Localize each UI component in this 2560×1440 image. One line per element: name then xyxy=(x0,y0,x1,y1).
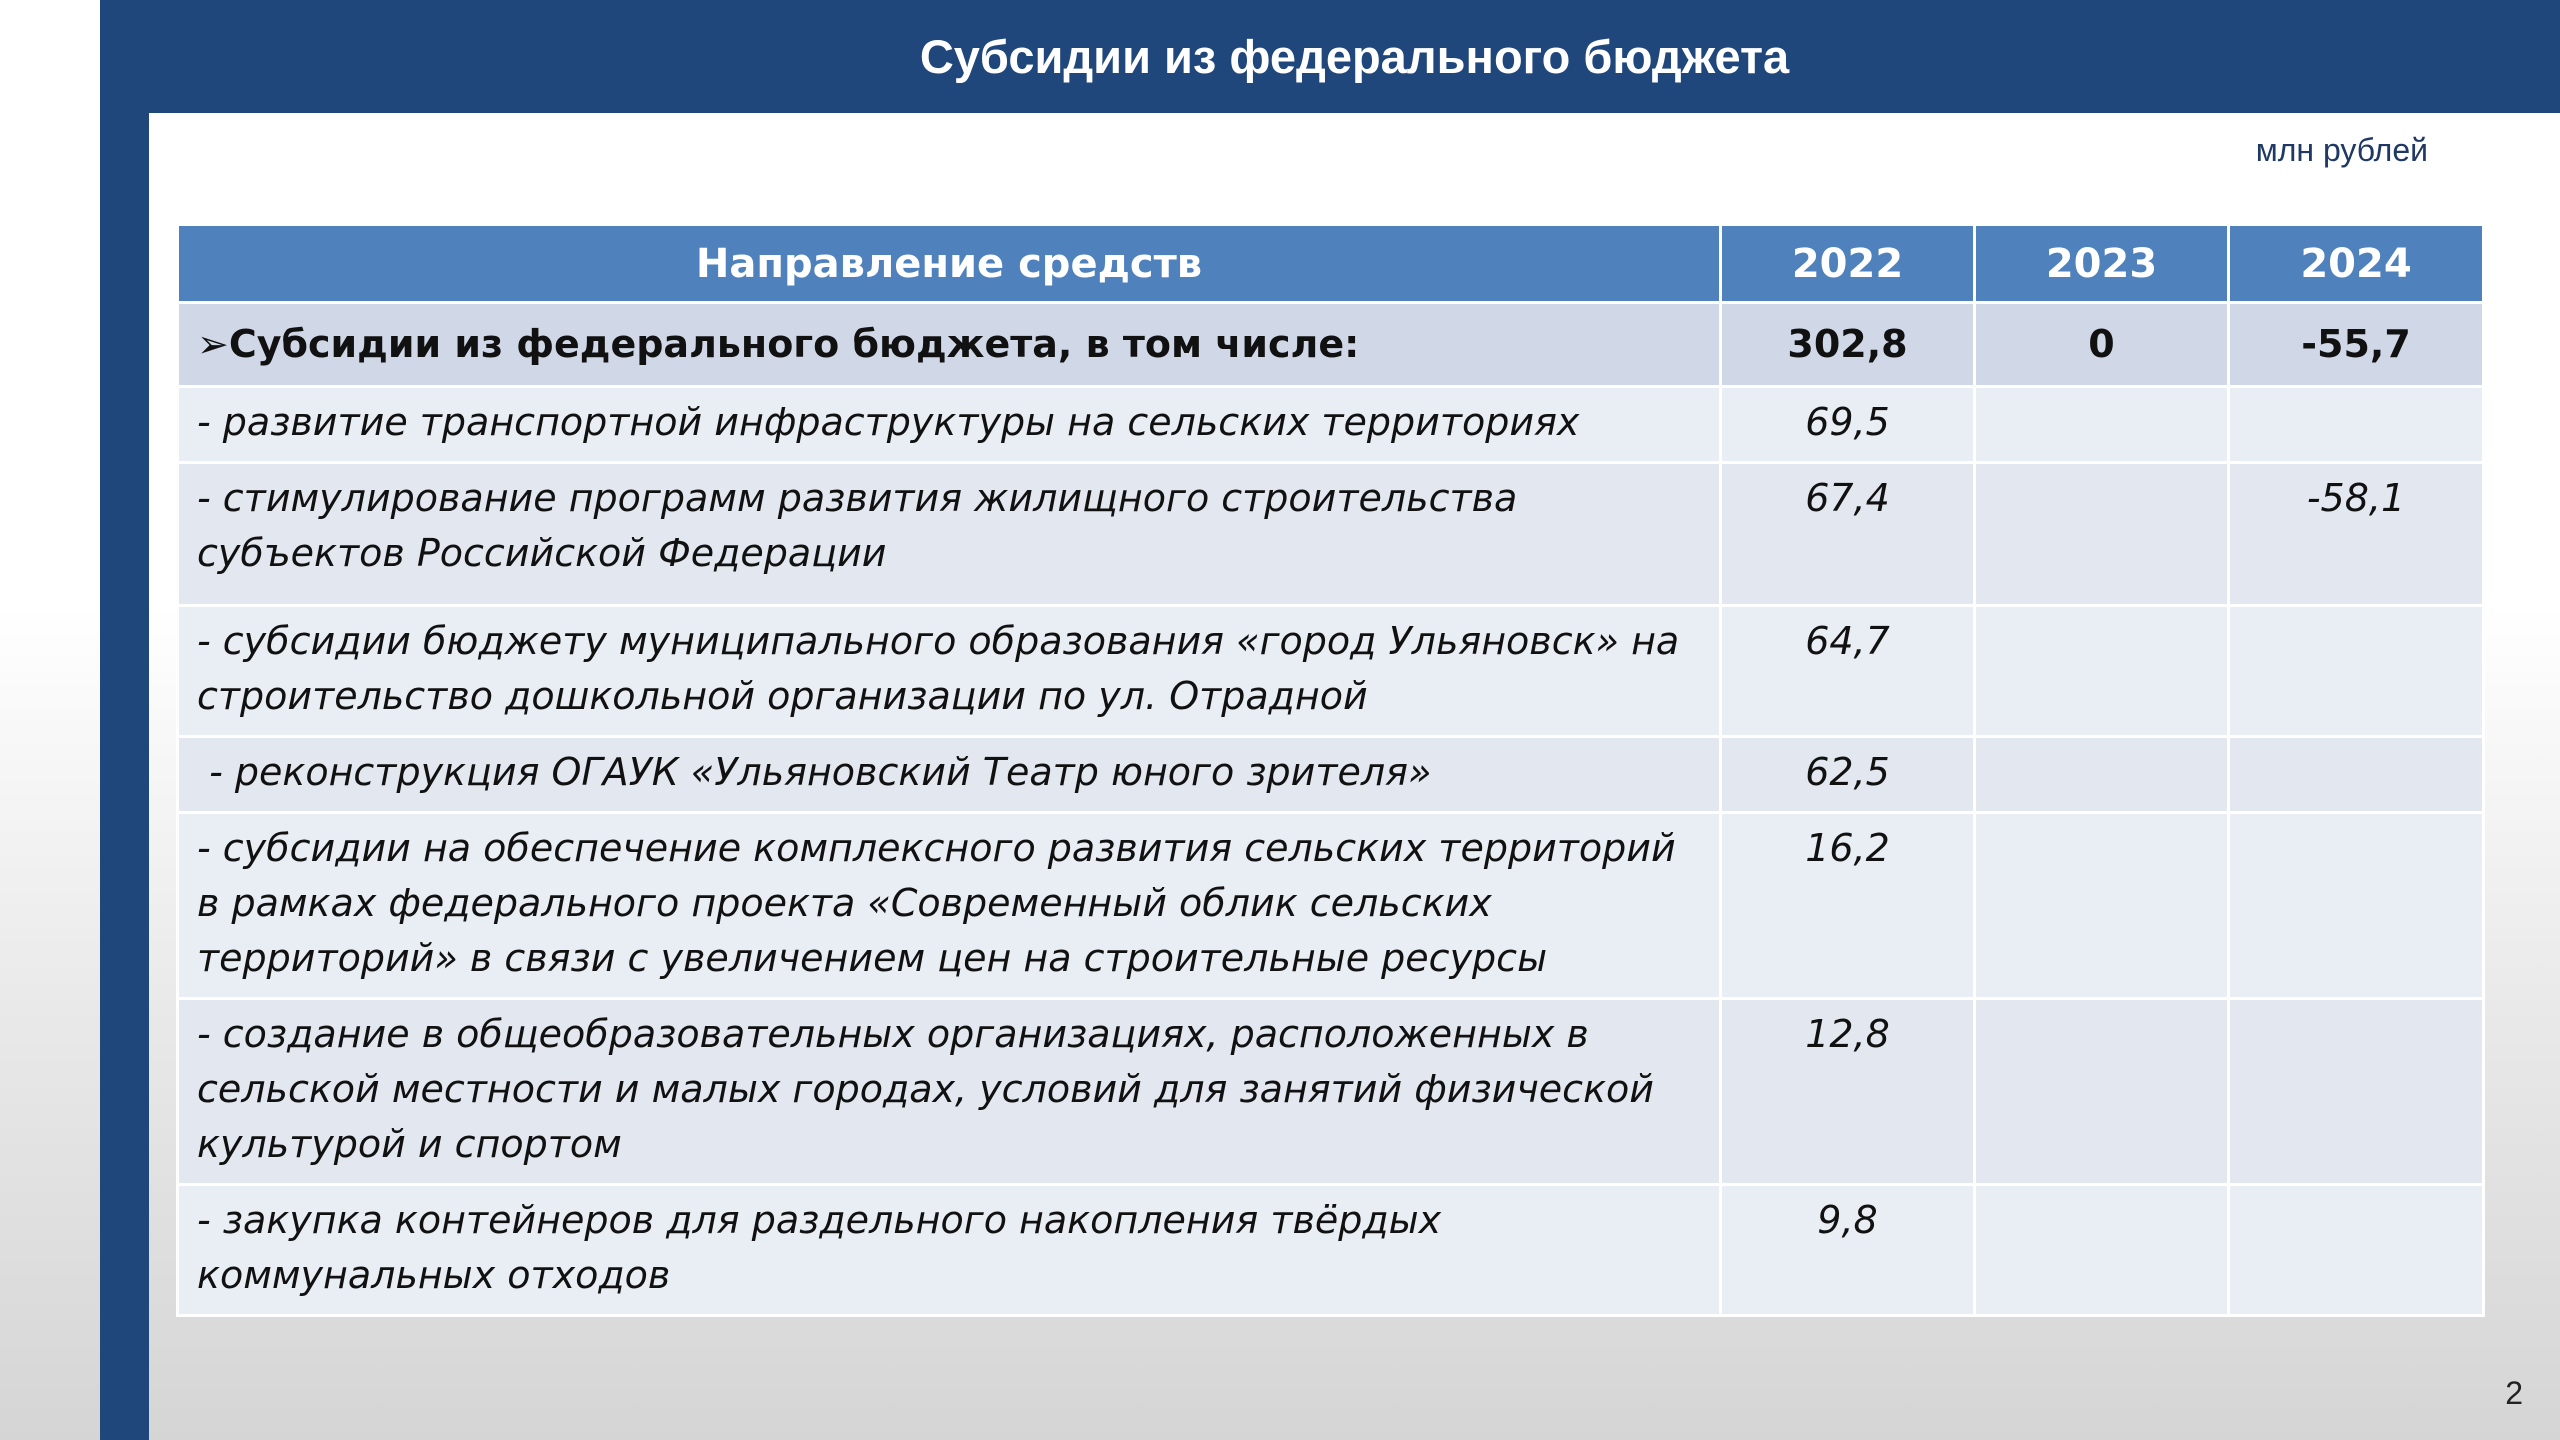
row-2022: 69,5 xyxy=(1721,387,1975,463)
row-2023 xyxy=(1975,387,2229,463)
row-name: - субсидии на обеспечение комплексного развития сельских территорий в рамках федерального проекта «Современный облик сельских территорий» в связи с увеличением цен на строительные ресурсы xyxy=(178,813,1721,999)
slide-title: Субсидии из федерального бюджета xyxy=(919,30,1790,83)
header-2022: 2022 xyxy=(1721,225,1975,303)
header-direction: Направление средств xyxy=(178,225,1721,303)
row-2022: 16,2 xyxy=(1721,813,1975,999)
row-2022: 64,7 xyxy=(1721,606,1975,737)
total-2023: 0 xyxy=(1975,303,2229,387)
table-row xyxy=(178,813,2484,999)
row-2022: 12,8 xyxy=(1721,999,1975,1185)
subsidies-table xyxy=(176,223,2485,1317)
row-2022: 67,4 xyxy=(1721,463,1975,606)
bullet-arrow-icon: ➢ xyxy=(197,322,229,366)
total-row-name xyxy=(178,303,1721,387)
row-2023 xyxy=(1975,813,2229,999)
table-row xyxy=(178,606,2484,737)
total-row-label: Субсидии из федерального бюджета, в том числе: xyxy=(228,322,1360,366)
row-2022: 62,5 xyxy=(1721,737,1975,813)
table-row xyxy=(178,387,2484,463)
table-header-row xyxy=(178,225,2484,303)
row-2024 xyxy=(2229,387,2484,463)
row-2024 xyxy=(2229,606,2484,737)
row-2024 xyxy=(2229,999,2484,1185)
total-2022: 302,8 xyxy=(1721,303,1975,387)
total-2024: -55,7 xyxy=(2229,303,2484,387)
page-number: 2 xyxy=(2505,1375,2523,1411)
row-2024: -58,1 xyxy=(2229,463,2484,606)
row-name: - развитие транспортной инфраструктуры на сельских территориях xyxy=(178,387,1721,463)
row-name: - закупка контейнеров для раздельного накопления твёрдых коммунальных отходов xyxy=(178,1185,1721,1316)
table-row xyxy=(178,999,2484,1185)
row-2023 xyxy=(1975,606,2229,737)
left-accent-bar xyxy=(100,0,149,1440)
row-2023 xyxy=(1975,999,2229,1185)
row-2024 xyxy=(2229,737,2484,813)
row-2022: 9,8 xyxy=(1721,1185,1975,1316)
total-row xyxy=(178,303,2484,387)
table-row xyxy=(178,737,2484,813)
row-name: - субсидии бюджету муниципального образования «город Ульяновск» на строительство дошкольной организации по ул. Отрадной xyxy=(178,606,1721,737)
row-2023 xyxy=(1975,737,2229,813)
table-row xyxy=(178,463,2484,606)
row-2024 xyxy=(2229,813,2484,999)
row-name: - стимулирование программ развития жилищного строительства субъектов Российской Федерации xyxy=(178,463,1721,606)
table-row xyxy=(178,1185,2484,1316)
row-name: - создание в общеобразовательных организациях, расположенных в сельской местности и малых городах, условий для занятий физической культурой и спортом xyxy=(178,999,1721,1185)
row-2023 xyxy=(1975,1185,2229,1316)
row-name: - реконструкция ОГАУК «Ульяновский Театр юного зрителя» xyxy=(178,737,1721,813)
header-2023: 2023 xyxy=(1975,225,2229,303)
header-2024: 2024 xyxy=(2229,225,2484,303)
row-2023 xyxy=(1975,463,2229,606)
units-label: млн рублей xyxy=(2255,132,2428,168)
row-2024 xyxy=(2229,1185,2484,1316)
